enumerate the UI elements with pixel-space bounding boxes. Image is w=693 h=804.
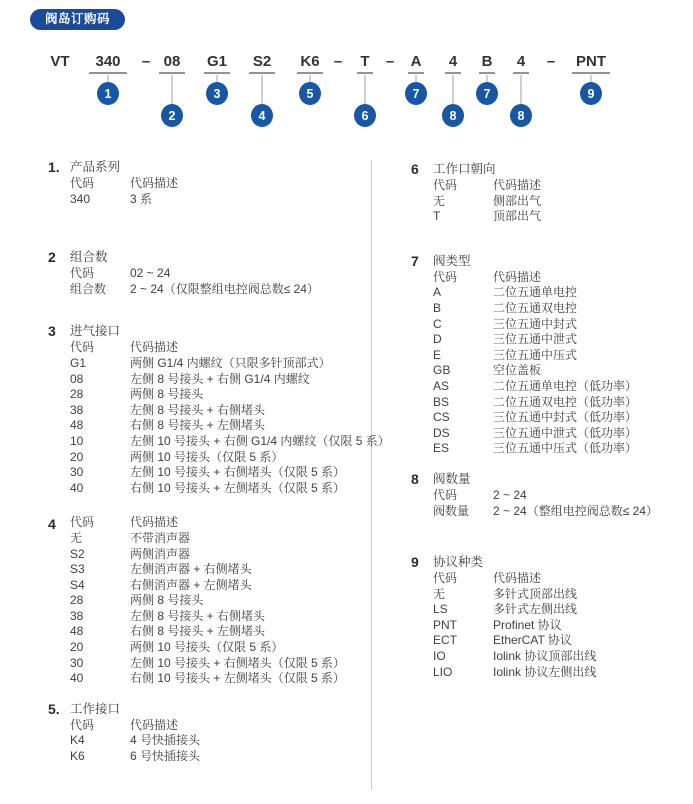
code-cell: LS: [433, 602, 448, 617]
code-cell: GB: [433, 363, 451, 378]
segment-underline: [479, 72, 495, 74]
description-cell: 多针式左侧出线: [493, 602, 578, 617]
section-number: 1.: [48, 159, 60, 175]
code-row: [433, 348, 685, 364]
code-row: [70, 465, 390, 481]
code-cell: 无: [433, 586, 446, 601]
code-cell: G1: [70, 355, 87, 370]
code-row: [70, 531, 370, 547]
code-row: [70, 192, 370, 208]
code-row: [433, 633, 685, 649]
marker-circle-1: 1: [97, 82, 119, 105]
code-row: [433, 602, 685, 618]
code-row: [70, 481, 390, 497]
segment-underline: [445, 72, 461, 74]
code-cell: 代码: [70, 717, 95, 732]
description-cell: 两侧 8 号接头: [130, 593, 204, 608]
connector-line: [521, 75, 522, 105]
description-cell: Profinet 协议: [493, 617, 562, 632]
connector-line: [262, 75, 263, 105]
code-row: [70, 418, 390, 434]
code-cell: 48: [70, 624, 84, 639]
code-cell: S2: [70, 546, 85, 561]
code-cell: B: [433, 300, 442, 315]
code-row: [433, 379, 685, 395]
segment-underline: [249, 72, 275, 74]
description-cell: 左侧 10 号接头 + 右侧堵头（仅限 5 系）: [130, 655, 346, 670]
segment-underline: [297, 72, 323, 74]
code-row: [70, 733, 370, 749]
description-cell: 侧部出气: [493, 193, 542, 208]
code-cell: 代码: [433, 178, 458, 192]
code-segment-4: 4: [516, 53, 526, 70]
section-number: 4: [48, 516, 56, 533]
description-cell: 两侧 10 号接头（仅限 5 系）: [130, 449, 284, 464]
section-title: 阀类型: [433, 253, 471, 268]
code-segment-A: A: [410, 53, 422, 70]
code-row: [433, 410, 685, 426]
code-row: [70, 266, 370, 282]
code-cell: S3: [70, 562, 85, 577]
code-segment-B: B: [481, 53, 493, 70]
section-body: [70, 700, 370, 765]
code-row: [70, 656, 370, 672]
section-body: [433, 160, 685, 225]
section-title: 进气接口: [70, 324, 121, 339]
marker-circle-3: 3: [206, 82, 228, 105]
code-row: [70, 578, 370, 594]
code-cell: AS: [433, 378, 450, 393]
description-cell: 三位五通中压式: [493, 347, 578, 362]
section-body: [70, 248, 370, 297]
section-body: [433, 553, 685, 680]
section-title: 组合数: [70, 250, 108, 265]
description-cell: 左侧 10 号接头 + 右侧 G1/4 内螺纹（仅限 5 系）: [130, 433, 390, 448]
code-row: [70, 403, 390, 419]
section-3: [48, 322, 390, 496]
description-cell: EtherCAT 协议: [493, 633, 572, 648]
description-cell: 右侧 10 号接头 + 左侧堵头（仅限 5 系）: [130, 671, 346, 686]
description-cell: 左侧 10 号接头 + 右侧堵头（仅限 5 系）: [130, 465, 346, 480]
marker-circle-8: 8: [442, 104, 464, 127]
code-cell: 30: [70, 465, 84, 480]
code-row: [433, 285, 685, 301]
code-row: [70, 450, 390, 466]
code-segment-VT: VT: [50, 53, 70, 70]
code-segment-K6: K6: [300, 53, 320, 70]
code-row: [433, 178, 685, 194]
code-row: [433, 618, 685, 634]
code-cell: CS: [433, 410, 450, 425]
code-segment-S2: S2: [252, 53, 272, 70]
code-cell: 20: [70, 640, 84, 655]
code-row: [433, 301, 685, 317]
description-cell: 3 系: [130, 191, 153, 206]
description-cell: 代码描述: [493, 178, 542, 192]
code-cell: C: [433, 316, 442, 331]
section-2: [48, 248, 370, 297]
segment-underline: [513, 72, 529, 74]
marker-circle-6: 6: [354, 104, 376, 127]
code-row: [433, 441, 685, 457]
code-row: [70, 671, 370, 687]
code-row: [70, 640, 370, 656]
section-7: [411, 252, 685, 457]
description-cell: 二位五通单电控（低功率）: [493, 378, 638, 393]
code-row: [70, 372, 390, 388]
code-row: [70, 515, 370, 531]
description-cell: 二位五通双电控: [493, 300, 578, 315]
description-cell: 两侧消声器: [130, 546, 191, 561]
code-row: [70, 593, 370, 609]
description-cell: 不带消声器: [130, 530, 191, 545]
code-separator: –: [546, 53, 556, 70]
code-cell: 38: [70, 608, 84, 623]
code-cell: K6: [70, 749, 85, 764]
code-separator: –: [333, 53, 343, 70]
code-cell: T: [433, 209, 441, 224]
description-cell: Iolink 协议左侧出线: [493, 664, 597, 679]
code-cell: 08: [70, 371, 84, 386]
section-4: [48, 515, 370, 687]
marker-circle-2: 2: [161, 104, 183, 127]
code-cell: 组合数: [70, 281, 107, 296]
description-cell: 多针式顶部出线: [493, 586, 578, 601]
code-cell: 40: [70, 480, 84, 495]
code-cell: LIO: [433, 664, 453, 679]
section-body: [70, 158, 370, 207]
description-cell: 2 ~ 24（整组电控阀总数≤ 24）: [493, 503, 658, 518]
section-number: 2: [48, 249, 56, 266]
code-cell: 代码: [433, 487, 458, 502]
code-row: [433, 426, 685, 442]
description-cell: 2 ~ 24（仅限整组电控阀总数≤ 24）: [130, 281, 319, 296]
code-row: [70, 609, 370, 625]
code-cell: A: [433, 285, 442, 300]
code-cell: 38: [70, 402, 84, 417]
marker-circle-8: 8: [510, 104, 532, 127]
code-row: [433, 649, 685, 665]
code-cell: DS: [433, 425, 450, 440]
description-cell: 左侧 8 号接头 + 右侧堵头: [130, 402, 266, 417]
code-separator: –: [141, 53, 151, 70]
code-row: [433, 332, 685, 348]
section-body: [70, 322, 390, 496]
code-cell: 代码: [70, 340, 95, 355]
description-cell: 左侧消声器 + 右侧堵头: [130, 562, 252, 577]
segment-underline: [357, 72, 373, 74]
section-number: 5.: [48, 700, 60, 717]
code-row: [70, 176, 370, 192]
description-cell: 代码描述: [130, 717, 179, 732]
section-title: 协议种类: [433, 555, 484, 570]
description-cell: 02 ~ 24: [130, 266, 171, 281]
code-segment-340: 340: [95, 53, 121, 70]
code-row: [70, 282, 370, 298]
section-number: 9: [411, 554, 419, 571]
code-row: [433, 395, 685, 411]
description-cell: 6 号快插接头: [130, 749, 201, 764]
description-cell: 三位五通中泄式（低功率）: [493, 425, 638, 440]
section-title: 工作口朝向: [433, 162, 496, 176]
code-cell: BS: [433, 394, 450, 409]
marker-circle-9: 9: [580, 82, 602, 105]
section-body: [70, 515, 370, 687]
description-cell: 代码描述: [493, 269, 542, 284]
connector-line: [453, 75, 454, 105]
marker-circle-7: 7: [476, 82, 498, 105]
code-cell: 代码: [70, 515, 95, 530]
description-cell: 二位五通双电控（低功率）: [493, 394, 638, 409]
code-cell: 无: [70, 530, 83, 545]
section-6: [411, 160, 685, 225]
marker-circle-4: 4: [251, 104, 273, 127]
code-cell: 代码: [433, 269, 458, 284]
code-row: [433, 317, 685, 333]
description-cell: 代码描述: [130, 340, 179, 355]
connector-line: [365, 75, 366, 105]
page-title-badge: 阀岛订购码: [30, 9, 125, 30]
section-body: [433, 470, 685, 519]
section-5: [48, 700, 370, 765]
code-cell: 10: [70, 433, 84, 448]
description-cell: 2 ~ 24: [493, 487, 527, 502]
code-separator: –: [385, 53, 395, 70]
description-cell: 代码描述: [493, 571, 542, 586]
code-cell: PNT: [433, 617, 457, 632]
code-row: [70, 434, 390, 450]
code-segment-G1: G1: [206, 53, 228, 70]
section-title: 产品系列: [70, 160, 121, 174]
code-row: [433, 270, 685, 286]
description-cell: 右侧 8 号接头 + 左侧堵头: [130, 418, 266, 433]
section-title: 工作接口: [70, 701, 121, 716]
description-cell: 代码描述: [130, 515, 179, 530]
segment-underline: [204, 72, 230, 74]
segment-underline: [89, 72, 127, 74]
code-cell: S4: [70, 577, 85, 592]
code-row: [433, 504, 685, 520]
section-9: [411, 553, 685, 680]
code-cell: K4: [70, 733, 85, 748]
description-cell: 空位盖板: [493, 363, 542, 378]
code-cell: IO: [433, 649, 446, 664]
code-row: [433, 665, 685, 681]
code-cell: 28: [70, 387, 84, 402]
description-cell: 三位五通中封式: [493, 316, 578, 331]
description-cell: 两侧 G1/4 内螺纹（只限多针顶部式）: [130, 355, 331, 370]
code-row: [70, 387, 390, 403]
section-1: [48, 158, 370, 207]
code-row: [70, 624, 370, 640]
segment-underline: [408, 72, 424, 74]
code-row: [433, 194, 685, 210]
marker-circle-5: 5: [299, 82, 321, 105]
segment-underline: [159, 72, 185, 74]
description-cell: 三位五通中泄式: [493, 332, 578, 347]
code-cell: 阀数量: [433, 503, 470, 518]
section-number: 3: [48, 323, 56, 340]
code-cell: 28: [70, 593, 84, 608]
code-cell: D: [433, 332, 442, 347]
section-number: 7: [411, 252, 419, 269]
segment-underline: [572, 72, 610, 74]
code-cell: 48: [70, 418, 84, 433]
section-8: [411, 470, 685, 519]
description-cell: 三位五通中压式（低功率）: [493, 441, 638, 456]
description-cell: 两侧 10 号接头（仅限 5 系）: [130, 640, 284, 655]
code-row: [433, 363, 685, 379]
code-row: [70, 356, 390, 372]
code-row: [70, 749, 370, 765]
right-column: [411, 160, 685, 680]
description-cell: 4 号快插接头: [130, 733, 201, 748]
code-row: [70, 340, 390, 356]
code-cell: 40: [70, 671, 84, 686]
description-cell: 右侧消声器 + 左侧堵头: [130, 577, 252, 592]
section-body: [433, 252, 685, 457]
code-row: [433, 587, 685, 603]
section-number: 6: [411, 161, 419, 177]
code-cell: 30: [70, 655, 84, 670]
code-row: [433, 571, 685, 587]
code-cell: 代码: [70, 176, 95, 190]
code-cell: 340: [70, 191, 91, 206]
left-column: [48, 158, 390, 765]
code-cell: 代码: [70, 266, 95, 281]
description-cell: 二位五通单电控: [493, 285, 578, 300]
description-cell: 右侧 8 号接头 + 左侧堵头: [130, 624, 266, 639]
code-segment-08: 08: [163, 53, 181, 70]
description-cell: 代码描述: [130, 176, 179, 190]
code-cell: 代码: [433, 571, 458, 586]
code-row: [433, 488, 685, 504]
marker-circle-7: 7: [405, 82, 427, 105]
code-cell: ECT: [433, 633, 457, 648]
description-cell: Iolink 协议顶部出线: [493, 649, 597, 664]
code-row: [70, 547, 370, 563]
code-cell: 20: [70, 449, 84, 464]
description-cell: 顶部出气: [493, 209, 542, 224]
code-cell: E: [433, 347, 442, 362]
description-cell: 左侧 8 号接头 + 右侧堵头: [130, 608, 266, 623]
section-title: 阀数量: [433, 471, 471, 486]
description-cell: 右侧 10 号接头 + 左侧堵头（仅限 5 系）: [130, 480, 346, 495]
code-segment-T: T: [360, 53, 370, 70]
code-row: [70, 718, 370, 734]
description-cell: 三位五通中封式（低功率）: [493, 410, 638, 425]
code-segment-4: 4: [448, 53, 458, 70]
description-cell: 左侧 8 号接头 + 右侧 G1/4 内螺纹: [130, 371, 310, 386]
section-number: 8: [411, 470, 419, 487]
code-row: [433, 209, 685, 225]
code-cell: ES: [433, 441, 450, 456]
description-cell: 两侧 8 号接头: [130, 387, 204, 402]
connector-line: [172, 75, 173, 105]
code-cell: 无: [433, 193, 446, 208]
code-row: [70, 562, 370, 578]
code-segment-PNT: PNT: [576, 53, 606, 70]
